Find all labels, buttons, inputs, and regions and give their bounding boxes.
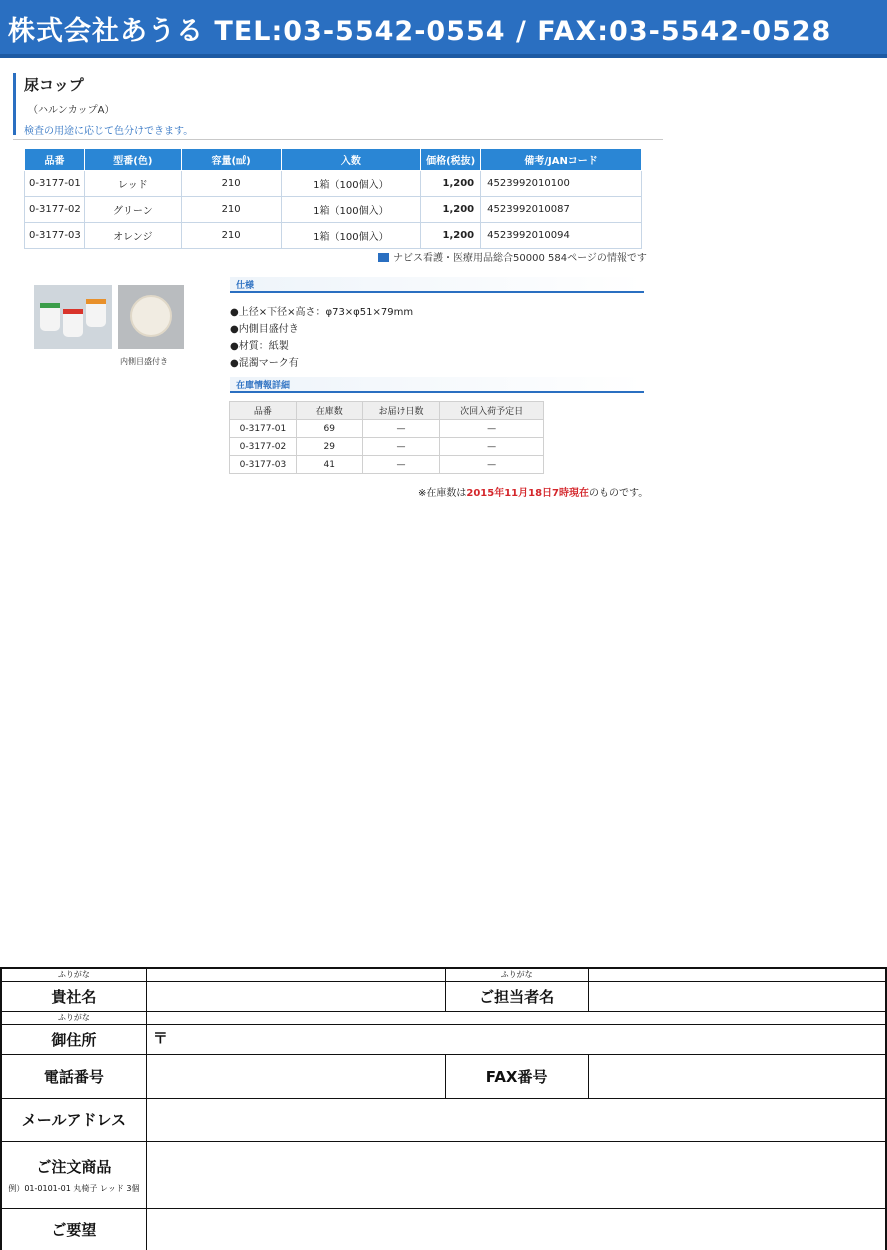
product-subtitle: （ハルンカップA） <box>28 105 115 116</box>
capacity: 210 <box>181 223 281 249</box>
title-divider <box>13 139 663 140</box>
table-row <box>25 197 642 223</box>
stock-table <box>229 401 544 474</box>
product-table-header <box>25 149 642 171</box>
spec-item: ●上径×下径×高さ：φ73×φ51×79mm <box>230 307 414 318</box>
price: 1,200 <box>421 171 481 197</box>
stock-heading-text: 在庫情報詳細 <box>236 381 291 391</box>
delivery-days: — <box>362 438 440 456</box>
header-quantity: 入数 <box>281 149 421 171</box>
next-arrival: — <box>440 438 544 456</box>
capacity: 210 <box>181 197 281 223</box>
cup-orange-icon <box>86 299 106 327</box>
stock-note-prefix: ※在庫数は <box>418 488 467 499</box>
stock-item-number: 0-3177-02 <box>230 438 297 456</box>
model-color: オレンジ <box>84 223 181 249</box>
stock-count: 29 <box>296 438 362 456</box>
jan-code: 4523992010087 <box>481 197 642 223</box>
product-table <box>24 148 642 249</box>
cup-inside-icon <box>130 295 172 337</box>
fax-field[interactable] <box>588 1054 886 1098</box>
item-number: 0-3177-02 <box>25 197 85 223</box>
company-field[interactable] <box>146 981 445 1011</box>
phone-field[interactable] <box>146 1054 445 1098</box>
price: 1,200 <box>421 223 481 249</box>
address-label: 御住所 <box>1 1024 146 1054</box>
fax-label: FAX番号 <box>445 1054 588 1098</box>
specs-heading <box>230 277 644 293</box>
stock-item-number: 0-3177-03 <box>230 456 297 474</box>
spec-item: ●材質：紙製 <box>230 341 289 352</box>
email-field[interactable] <box>146 1098 886 1141</box>
stock-header-item: 品番 <box>230 402 297 420</box>
postal-mark: 〒 <box>152 1028 168 1047</box>
table-row <box>230 420 544 438</box>
delivery-days: — <box>362 456 440 474</box>
jan-code: 4523992010094 <box>481 223 642 249</box>
model-color: レッド <box>84 171 181 197</box>
next-arrival: — <box>440 456 544 474</box>
stock-heading <box>230 377 644 393</box>
table-row <box>25 171 642 197</box>
catalog-reference-text: ナビス看護・医療用品総合50000 584ページの情報です <box>393 253 647 264</box>
company-furigana-field[interactable] <box>146 968 445 981</box>
book-icon <box>378 253 389 262</box>
spec-item: ●内側目盛付き <box>230 324 299 335</box>
address-furigana-field[interactable] <box>146 1011 886 1024</box>
model-color: グリーン <box>84 197 181 223</box>
address-field[interactable] <box>146 1024 886 1054</box>
phone-label: 電話番号 <box>1 1054 146 1098</box>
stock-note-suffix: のものです。 <box>589 488 649 499</box>
quantity: 1箱（100個入） <box>281 197 421 223</box>
order-label-cell <box>1 1141 146 1208</box>
stock-note-date: 2015年11月18日7時現在 <box>466 488 590 499</box>
furigana-label: ふりがな <box>445 968 588 981</box>
table-row <box>25 223 642 249</box>
title-accent-bar <box>13 73 16 135</box>
spec-item: ●混濁マーク有 <box>230 358 299 369</box>
contact-furigana-field[interactable] <box>588 968 886 981</box>
contact-label: ご担当者名 <box>445 981 588 1011</box>
order-form <box>0 967 887 1250</box>
stock-note <box>418 484 648 499</box>
next-arrival: — <box>440 420 544 438</box>
furigana-label: ふりがな <box>1 1011 146 1024</box>
product-photo-inside <box>118 285 184 349</box>
stock-header-delivery: お届け日数 <box>362 402 440 420</box>
stock-header-next-arrival: 次回入荷予定日 <box>440 402 544 420</box>
order-field[interactable] <box>146 1141 886 1208</box>
specs-heading-text: 仕様 <box>236 281 255 291</box>
quantity: 1箱（100個入） <box>281 171 421 197</box>
cup-green-icon <box>40 303 60 331</box>
email-label: メールアドレス <box>1 1098 146 1141</box>
stock-count: 41 <box>296 456 362 474</box>
order-example: 例）01-0101-01 丸椅子 レッド 3個 <box>8 1183 140 1193</box>
header-capacity: 容量(㎖) <box>181 149 281 171</box>
cup-red-icon <box>63 309 83 337</box>
stock-header-count: 在庫数 <box>296 402 362 420</box>
company-label: 貴社名 <box>1 981 146 1011</box>
table-row <box>230 438 544 456</box>
quantity: 1箱（100個入） <box>281 223 421 249</box>
product-photo-cups <box>34 285 112 349</box>
catalog-reference <box>378 249 647 264</box>
header-model-color: 型番(色) <box>84 149 181 171</box>
stock-count: 69 <box>296 420 362 438</box>
header-jan-code: 備考/JANコード <box>481 149 642 171</box>
header-price: 価格(税抜) <box>421 149 481 171</box>
capacity: 210 <box>181 171 281 197</box>
stock-table-header <box>230 402 544 420</box>
price: 1,200 <box>421 197 481 223</box>
banner-contact-text: 株式会社あうる TEL:03-5542-0554 / FAX:03-5542-0528 <box>8 16 832 47</box>
header-banner <box>0 0 887 58</box>
stock-item-number: 0-3177-01 <box>230 420 297 438</box>
contact-field[interactable] <box>588 981 886 1011</box>
order-label: ご注文商品 <box>36 1157 112 1176</box>
product-description: 検査の用途に応じて色分けできます。 <box>24 126 194 137</box>
image-caption: 内側目盛付き <box>120 357 168 366</box>
request-label: ご要望 <box>1 1208 146 1250</box>
delivery-days: — <box>362 420 440 438</box>
furigana-label: ふりがな <box>1 968 146 981</box>
item-number: 0-3177-01 <box>25 171 85 197</box>
jan-code: 4523992010100 <box>481 171 642 197</box>
header-item-number: 品番 <box>25 149 85 171</box>
product-title: 尿コップ <box>24 76 84 94</box>
table-row <box>230 456 544 474</box>
item-number: 0-3177-03 <box>25 223 85 249</box>
request-field[interactable] <box>146 1208 886 1250</box>
